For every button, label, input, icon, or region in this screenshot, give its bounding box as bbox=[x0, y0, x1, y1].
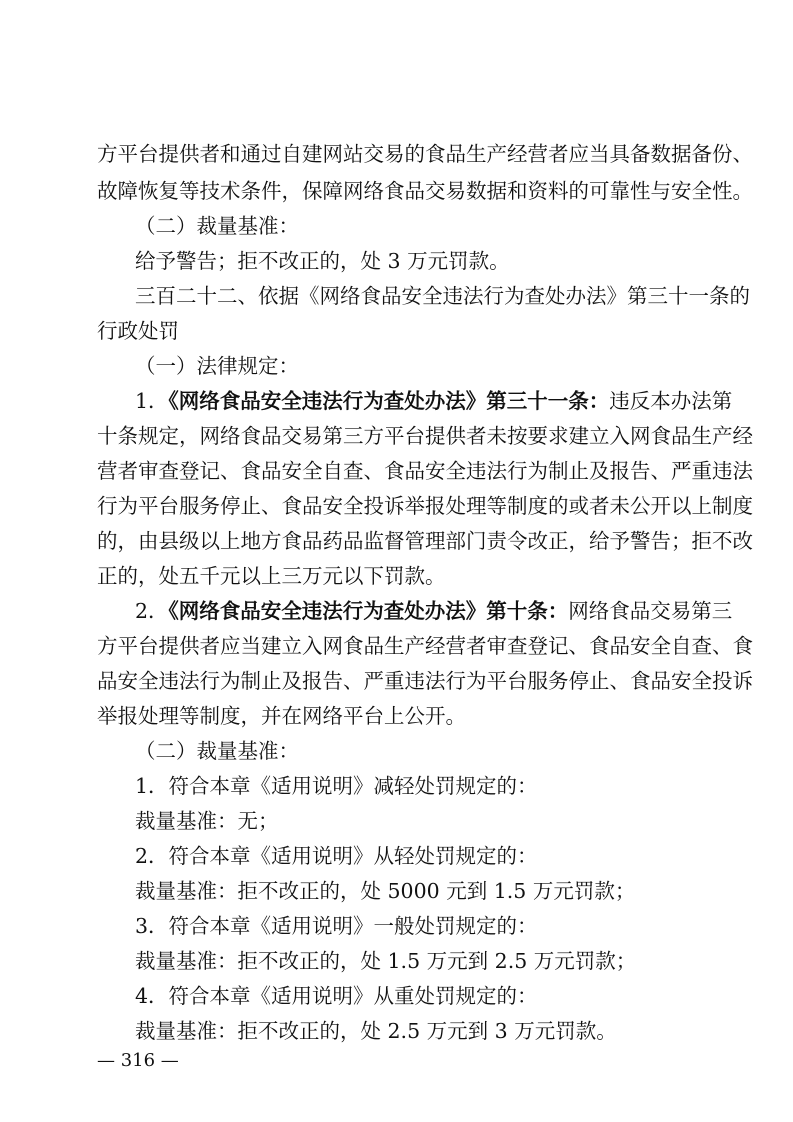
page-number: — 316 — bbox=[97, 1050, 179, 1071]
body-text-line: 的，由县级以上地方食品药品监督管理部门责令改正，给予警告；拒不改 bbox=[97, 529, 753, 553]
discretion-item: 裁量基准：拒不改正的，处 1.5 万元到 2.5 万元罚款； bbox=[135, 949, 637, 973]
article-title-cont: 行政处罚 bbox=[97, 319, 179, 343]
discretion-item: 裁量基准：拒不改正的，处 2.5 万元到 3 万元罚款。 bbox=[135, 1019, 617, 1043]
body-text-line: 营者审查登记、食品安全自查、食品安全违法行为制止及报告、严重违法 bbox=[97, 459, 753, 483]
legal-provisions-heading: （一）法律规定： bbox=[135, 354, 299, 378]
body-text-line: 举报处理等制度，并在网络平台上公开。 bbox=[97, 704, 466, 728]
legal-item-1 bbox=[135, 387, 733, 415]
body-text-line: 正的，处五千元以上三万元以下罚款。 bbox=[97, 564, 446, 588]
item-number: 2． bbox=[135, 599, 169, 623]
body-text-line: 行为平台服务停止、食品安全投诉举报处理等制度的或者未公开以上制度 bbox=[97, 494, 753, 518]
discretion-item: 裁量基准：拒不改正的，处 5000 元到 1.5 万元罚款； bbox=[135, 879, 636, 903]
body-text-line: 方平台提供者和通过自建网站交易的食品生产经营者应当具备数据备份、 bbox=[97, 142, 753, 166]
discretion-heading: （二）裁量基准： bbox=[135, 739, 299, 763]
body-text-line: 方平台提供者应当建立入网食品生产经营者审查登记、食品安全自查、食 bbox=[97, 634, 753, 658]
body-text-line: 十条规定，网络食品交易第三方平台提供者未按要求建立入网食品生产经 bbox=[97, 424, 753, 448]
body-text-line: 故障恢复等技术条件，保障网络食品交易数据和资料的可靠性与安全性。 bbox=[97, 179, 753, 203]
section-heading: （二）裁量基准： bbox=[135, 214, 299, 238]
discretion-item: 4．符合本章《适用说明》从重处罚规定的： bbox=[135, 984, 538, 1008]
article-title: 三百二十二、依据《网络食品安全违法行为查处办法》第三十一条的 bbox=[135, 284, 750, 308]
law-citation: 《网络食品安全违法行为查处办法》第三十一条： bbox=[168, 389, 610, 413]
item-number: 1． bbox=[135, 389, 169, 413]
legal-item-2 bbox=[135, 597, 733, 625]
discretion-item: 1．符合本章《适用说明》减轻处罚规定的： bbox=[135, 774, 538, 798]
discretion-text: 给予警告；拒不改正的，处 3 万元罚款。 bbox=[135, 249, 510, 273]
law-citation: 《网络食品安全违法行为查处办法》第十条： bbox=[168, 599, 569, 623]
discretion-item: 2．符合本章《适用说明》从轻处罚规定的： bbox=[135, 844, 538, 868]
body-text-line: 品安全违法行为制止及报告、严重违法行为平台服务停止、食品安全投诉 bbox=[97, 669, 753, 693]
item-text: 违反本办法第 bbox=[609, 389, 733, 413]
discretion-item: 裁量基准：无； bbox=[135, 809, 279, 833]
discretion-item: 3．符合本章《适用说明》一般处罚规定的： bbox=[135, 914, 538, 938]
item-text: 网络食品交易第三 bbox=[568, 599, 733, 623]
